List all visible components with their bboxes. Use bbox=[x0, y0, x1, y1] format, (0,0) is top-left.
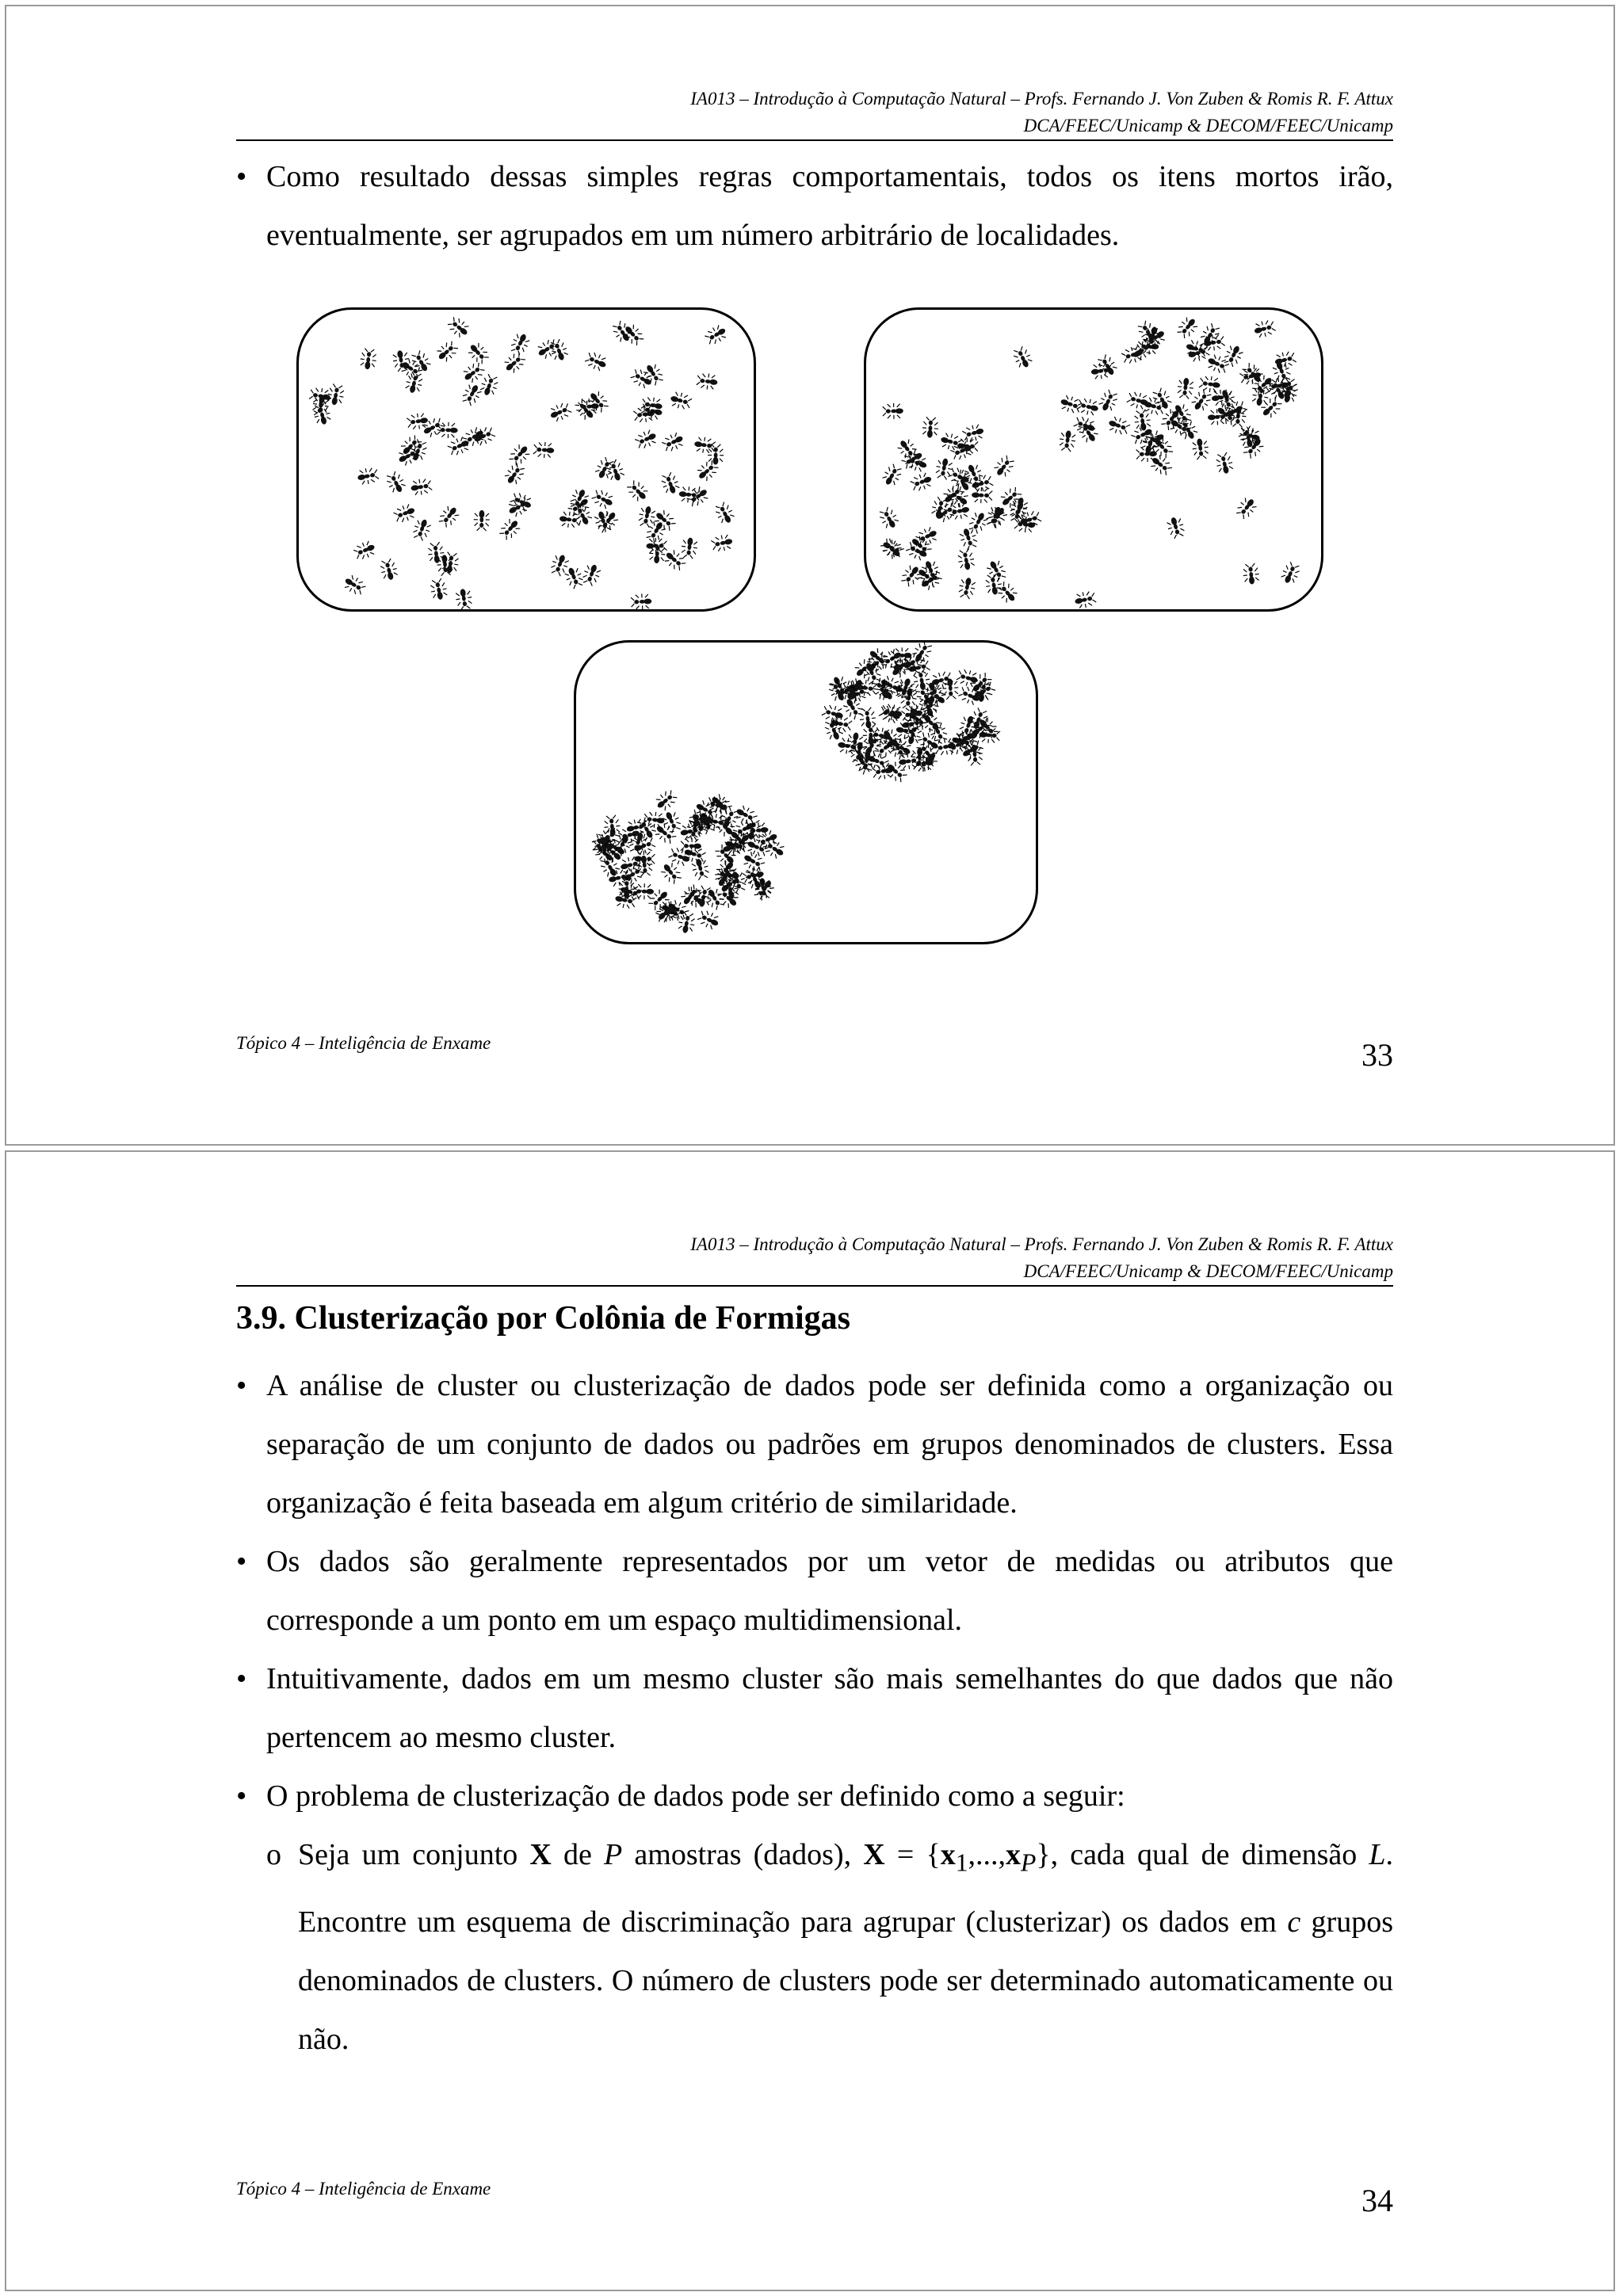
ant-icon bbox=[502, 350, 528, 376]
ant-icon bbox=[1133, 409, 1152, 432]
ant-icon bbox=[548, 401, 573, 424]
ant-icon bbox=[384, 470, 408, 495]
ant-icon bbox=[1190, 387, 1214, 414]
header-rule bbox=[236, 1285, 1393, 1287]
ant-icon bbox=[535, 337, 561, 361]
ant-icon bbox=[934, 457, 954, 480]
ant-icon bbox=[939, 432, 963, 452]
footer-topic: Tópico 4 – Inteligência de Enxame bbox=[236, 2179, 491, 2199]
ant-icon bbox=[1270, 359, 1293, 384]
ant-icon bbox=[563, 565, 586, 590]
math-symbol: c bbox=[1287, 1905, 1301, 1939]
bullet-item: • Intuitivamente, dados em um mesmo cluster são mais semelhantes do que dados que não pertencem ao mesmo cluster. bbox=[236, 1650, 1393, 1767]
ant-icon bbox=[995, 579, 1020, 605]
ant-icon bbox=[624, 479, 651, 505]
ant-icon bbox=[984, 558, 1008, 584]
ant-icon bbox=[680, 536, 698, 559]
ant-icon bbox=[690, 857, 711, 881]
text-run: amostras (dados), bbox=[622, 1838, 864, 1871]
ant-icon bbox=[407, 438, 430, 463]
ant-icon bbox=[474, 510, 490, 531]
ant-icon bbox=[1214, 452, 1234, 475]
ant-icon bbox=[922, 417, 939, 438]
ant-icon bbox=[696, 372, 718, 391]
ant-icon bbox=[446, 435, 472, 458]
ant-icon bbox=[1121, 345, 1145, 366]
bullet-list bbox=[236, 1356, 1393, 2069]
ant-icon bbox=[1240, 360, 1266, 387]
header-course-line: IA013 – Introdução à Computação Natural – Profs. Fernando J. Von Zuben & Romis R. F. Attux bbox=[690, 89, 1393, 109]
ant-icon bbox=[437, 503, 462, 529]
ant-icon bbox=[1252, 318, 1276, 339]
ant-icon bbox=[1242, 563, 1260, 585]
bullet-item: • O problema de clusterização de dados pode ser definido como a seguir: bbox=[236, 1767, 1393, 1825]
math-symbol: X bbox=[863, 1838, 885, 1871]
ant-icon bbox=[1191, 437, 1209, 460]
ant-icon bbox=[703, 323, 729, 347]
ant-icon bbox=[712, 501, 736, 526]
ant-icon bbox=[559, 510, 581, 528]
ant-icon bbox=[957, 548, 976, 571]
page-34 bbox=[5, 1150, 1615, 2291]
bullet-list bbox=[236, 147, 1393, 265]
ant-icon bbox=[991, 453, 1017, 479]
ant-icon bbox=[1097, 388, 1120, 414]
ant-icon bbox=[465, 340, 491, 366]
ant-icon bbox=[941, 678, 959, 700]
ant-icon bbox=[1165, 515, 1186, 540]
ant-icon bbox=[716, 885, 742, 910]
ant-icon bbox=[1011, 345, 1034, 370]
ant-icon bbox=[445, 315, 472, 340]
ant-icon bbox=[595, 508, 621, 534]
ant-icon bbox=[1106, 415, 1131, 437]
text-run: ,..., bbox=[968, 1838, 1006, 1871]
header-course-line: IA013 – Introdução à Computação Natural – Profs. Fernando J. Von Zuben & Romis R. F. Attux bbox=[690, 1234, 1393, 1254]
page-33 bbox=[5, 5, 1615, 1146]
math-symbol: L bbox=[1369, 1838, 1386, 1871]
ant-icon bbox=[631, 593, 652, 609]
ant-icon bbox=[1059, 394, 1083, 415]
text-run: grupos denominados de clusters. O número de clusters pode ser determinado automaticamente ou não. bbox=[298, 1905, 1393, 2056]
ant-icon bbox=[507, 441, 533, 467]
ant-icon bbox=[912, 668, 931, 691]
ant-icon bbox=[604, 458, 626, 482]
ant-icon bbox=[659, 860, 684, 886]
ant-icon bbox=[508, 331, 532, 357]
ant-icon bbox=[497, 516, 522, 542]
ant-icon bbox=[1076, 397, 1100, 417]
math-symbol: x bbox=[940, 1838, 956, 1871]
ant-icon bbox=[479, 373, 500, 398]
ant-icon bbox=[669, 391, 693, 411]
ant-icon bbox=[879, 536, 905, 562]
ant-icon bbox=[342, 573, 368, 597]
ant-icon bbox=[653, 788, 679, 813]
sub-bullet-item bbox=[236, 1825, 1393, 2069]
ant-icon bbox=[678, 486, 701, 503]
ant-icon bbox=[580, 563, 602, 587]
ant-icon bbox=[379, 558, 399, 582]
ant-icon bbox=[1279, 561, 1302, 586]
ant-icon bbox=[502, 461, 527, 487]
ant-icon bbox=[1274, 349, 1297, 370]
ant-icon bbox=[643, 810, 665, 829]
text-run: de bbox=[551, 1838, 605, 1871]
ant-icon bbox=[548, 338, 570, 363]
ant-icon bbox=[391, 349, 411, 372]
math-symbol: X bbox=[529, 1838, 552, 1871]
header-dept-line: DCA/FEEC/Unicamp & DECOM/FEEC/Unicamp bbox=[1023, 116, 1393, 135]
ant-icon bbox=[1205, 353, 1231, 376]
ant-icon bbox=[593, 509, 614, 534]
bullet-item: • Os dados são geralmente representados por um vetor de medidas ou atributos que corresponde a um ponto em um espaço multidimensional. bbox=[236, 1532, 1393, 1650]
ant-icon bbox=[1126, 390, 1151, 410]
ant-icon bbox=[711, 533, 735, 553]
ant-icon bbox=[353, 539, 378, 562]
ants-clustered-panel bbox=[574, 640, 1038, 944]
ant-icon bbox=[1176, 377, 1194, 399]
ant-icon bbox=[1222, 343, 1246, 368]
ant-icon bbox=[583, 350, 609, 373]
section-title: 3.9. Clusterização por Colônia de Formigas bbox=[236, 1300, 850, 1337]
text-run: }, cada qual de dimensão bbox=[1036, 1838, 1369, 1871]
ants-scattered-panel bbox=[296, 307, 756, 612]
ant-icon bbox=[411, 517, 433, 542]
ant-icon bbox=[1073, 589, 1097, 609]
ant-icon bbox=[899, 563, 924, 589]
ant-icon bbox=[682, 884, 708, 910]
ant-icon bbox=[593, 456, 617, 481]
ant-icon bbox=[357, 467, 380, 486]
ant-icon bbox=[533, 441, 555, 459]
ant-icon bbox=[1095, 353, 1120, 379]
ant-icon bbox=[637, 505, 657, 528]
ant-icon bbox=[326, 383, 346, 406]
math-symbol: P bbox=[604, 1838, 623, 1871]
ant-icon bbox=[909, 471, 934, 493]
header-rule bbox=[236, 139, 1393, 141]
ant-icon bbox=[434, 339, 460, 364]
ant-icon bbox=[429, 578, 449, 601]
ant-icon bbox=[667, 845, 692, 868]
ant-icon bbox=[966, 509, 990, 535]
ant-icon bbox=[590, 487, 616, 511]
ant-icon bbox=[633, 405, 656, 423]
ant-icon bbox=[898, 752, 921, 770]
ant-icon bbox=[1072, 414, 1097, 437]
ant-icon bbox=[1234, 495, 1259, 521]
ant-icon bbox=[1258, 395, 1285, 420]
ant-icon bbox=[1150, 387, 1174, 412]
ant-icon bbox=[618, 878, 634, 898]
page-number: 34 bbox=[1361, 2183, 1393, 2218]
ant-icon bbox=[972, 487, 993, 504]
ant-icon bbox=[1198, 375, 1221, 393]
bullet-item: • A análise de cluster ou clusterização de dados pode ser definida como a organização ou separação de um conjunto de dados ou padrões em grupos denominados de clusters. Essa organização é feita baseada em algum critério de similaridade. bbox=[236, 1356, 1393, 1532]
ant-icon bbox=[1058, 429, 1076, 452]
ant-icon bbox=[410, 478, 433, 497]
ants-partially-clustered-figure bbox=[866, 310, 1321, 609]
sub-bullet-marker: o bbox=[266, 1838, 281, 1871]
ant-icon bbox=[633, 428, 659, 451]
subscript: P bbox=[1021, 1848, 1037, 1877]
ant-icon bbox=[660, 430, 685, 453]
ant-icon bbox=[460, 382, 483, 407]
text-run: Seja um conjunto bbox=[298, 1838, 530, 1871]
ant-icon bbox=[880, 463, 904, 489]
ant-icon bbox=[696, 908, 721, 931]
ant-icon bbox=[392, 502, 417, 524]
ant-icon bbox=[359, 348, 377, 370]
subscript: 1 bbox=[955, 1848, 968, 1877]
ants-scattered-figure bbox=[299, 310, 754, 609]
ant-icon bbox=[407, 412, 430, 430]
ants-partially-clustered-panel bbox=[864, 307, 1323, 612]
footer-topic: Tópico 4 – Inteligência de Enxame bbox=[236, 1033, 491, 1053]
bullet-item: • Como resultado dessas simples regras comportamentais, todos os itens mortos irão, eventualmente, ser agrupados em um número arbitrário de localidades. bbox=[236, 147, 1393, 265]
header-dept-line: DCA/FEEC/Unicamp & DECOM/FEEC/Unicamp bbox=[1023, 1261, 1393, 1281]
ant-icon bbox=[852, 750, 875, 776]
page-number: 33 bbox=[1361, 1037, 1393, 1073]
ant-icon bbox=[957, 576, 977, 600]
ant-icon bbox=[567, 486, 590, 512]
ant-icon bbox=[548, 552, 571, 577]
ant-icon bbox=[455, 588, 474, 609]
ants-clustered-figure bbox=[576, 643, 1036, 942]
text-run: = { bbox=[884, 1838, 941, 1871]
text-run: . Encontre um esquema de discriminação para agrupar (clusterizar) os dados em bbox=[298, 1838, 1394, 1939]
ant-icon bbox=[659, 471, 682, 496]
ant-icon bbox=[883, 403, 903, 419]
ant-icon bbox=[460, 360, 487, 386]
ant-icon bbox=[677, 911, 697, 934]
ant-icon bbox=[308, 387, 331, 406]
math-symbol: x bbox=[1006, 1838, 1022, 1871]
ant-icon bbox=[961, 423, 985, 444]
ant-icon bbox=[1174, 315, 1200, 341]
ant-icon bbox=[876, 505, 900, 532]
